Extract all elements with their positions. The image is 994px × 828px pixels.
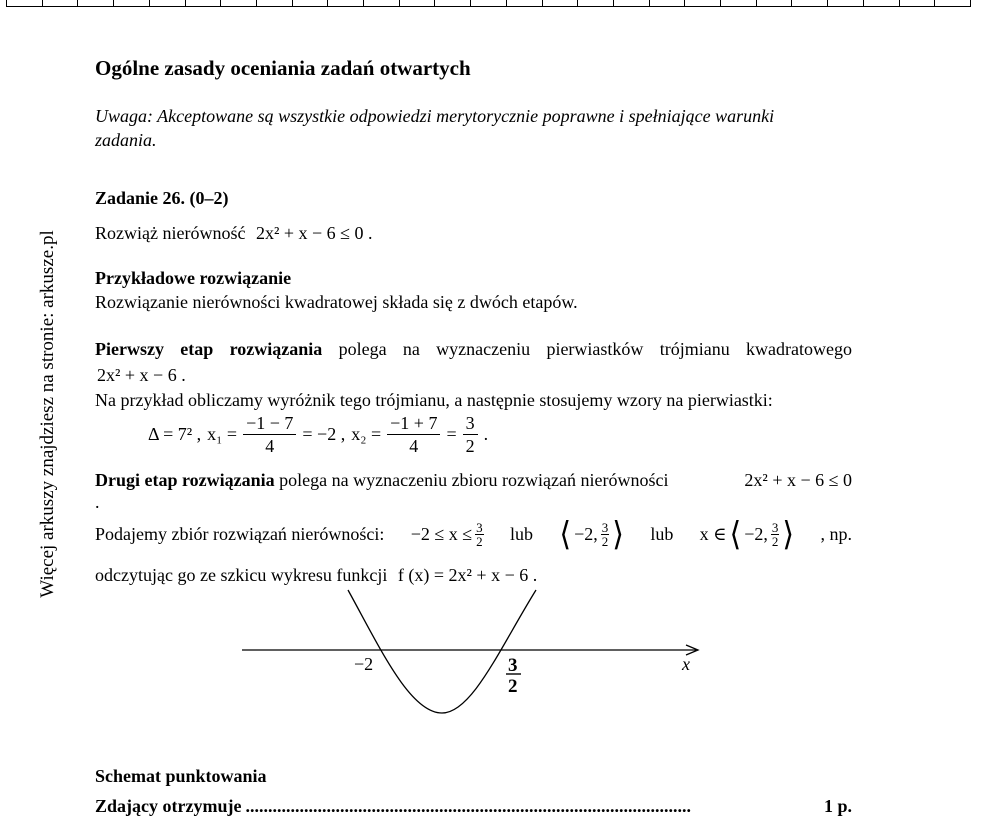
scoring-dots: ...................................................................................................: [245, 796, 691, 816]
stage1-rest: polega na wyznaczeniu pierwiastków trójmianu kwadratowego: [338, 339, 853, 359]
x1-denominator: 4: [265, 436, 275, 456]
function-formula: f (x) = 2x² + x − 6 .: [397, 565, 538, 585]
task-title: Zadanie 26. (0–2): [95, 188, 229, 208]
x-axis-label: x: [682, 654, 690, 674]
scoring-label: Zdający otrzymuje: [95, 796, 242, 816]
example-intro: Rozwiązanie nierówności kwadratowej składa się z dwóch etapów.: [95, 292, 578, 312]
root-left-label: −2: [354, 654, 374, 674]
root-right-den: 2: [508, 676, 518, 697]
note-line-1: Uwaga: Akceptowane są wszystkie odpowiedzi merytorycznie poprawne i spełniające warunki: [95, 106, 775, 126]
parabola-sketch: [240, 588, 700, 718]
stage2-line: [95, 470, 852, 491]
stage2-dot: .: [95, 492, 100, 512]
fraction-num: 3: [771, 520, 779, 535]
task-prompt: Rozwiąż nierówność: [95, 223, 246, 243]
np-text: , np.: [820, 524, 852, 544]
solution-fraction: [475, 521, 484, 548]
scoring-title: Schemat punktowania: [95, 766, 267, 786]
task-prompt-line: [95, 223, 373, 244]
stage1-poly: 2x² + x − 6 .: [97, 365, 186, 385]
membership-fraction: [771, 521, 780, 548]
stage1-explain: Na przykład obliczamy wyróżnik tego trójmianu, a następnie stosujemy wzory na pierwiastki:: [95, 390, 773, 410]
x2-value-numerator: 3: [463, 412, 478, 435]
x2-fraction: [387, 412, 440, 457]
x2-label: x₂ =: [351, 424, 382, 444]
or-word-2: lub: [650, 524, 674, 544]
stage1-line: [95, 339, 852, 360]
solution-range: −2 ≤ x ≤: [410, 524, 473, 544]
x1-fraction: [243, 412, 296, 457]
read-from-line: [95, 565, 537, 586]
root-right-num: 3: [508, 655, 518, 676]
x2-value-fraction: [463, 412, 478, 457]
stage2-bold: Drugi etap rozwiązania: [95, 470, 275, 490]
example-title: Przykładowe rozwiązanie: [95, 268, 292, 288]
interval-start: −2,: [744, 524, 768, 544]
acceptance-note: [95, 104, 852, 152]
fraction-den: 2: [476, 534, 483, 549]
fraction-den: 2: [771, 534, 779, 549]
fraction-num: 3: [476, 520, 483, 535]
side-watermark: Więcej arkuszy znajdziesz na stronie: arkusze.pl: [37, 230, 58, 598]
task-inequality: 2x² + x − 6 ≤ 0 .: [255, 223, 373, 243]
x2-denominator: 4: [409, 436, 419, 456]
x1-value: = −2 ,: [302, 424, 346, 444]
fraction-den: 2: [601, 534, 609, 549]
solution-set-line: [95, 517, 852, 552]
stage2-rest: polega na wyznaczeniu zbioru rozwiązań nierówności: [279, 470, 669, 490]
delta-formula: Δ = 7² ,: [148, 424, 202, 444]
scoring-line: [95, 796, 852, 817]
solution-membership: x ∈ ⟨ −2, $\frac{3}{2}$ ⟩: [699, 516, 795, 553]
stage1-bold: Pierwszy etap rozwiązania: [95, 339, 323, 359]
header-table: [6, 0, 971, 7]
scoring-points: 1 p.: [823, 796, 852, 816]
x1-numerator: −1 − 7: [243, 412, 296, 435]
x1-label: x₁ =: [207, 424, 238, 444]
x2-equals: =: [446, 424, 457, 444]
page-heading: Ogólne zasady oceniania zadań otwartych: [95, 56, 471, 80]
interval-fraction: [601, 521, 610, 548]
or-word-1: lub: [510, 524, 534, 544]
note-line-2: zadania.: [95, 130, 157, 150]
fraction-num: 3: [601, 520, 609, 535]
formula-row: Δ = 7² , x₁ = $\frac{-1 - 7}{4}$ = −2 , x₂ = $\frac{-1 + 7}{4}$ = $\frac{3}{2}$ .: [148, 413, 489, 456]
solution-set-intro: Podajemy zbiór rozwiązań nierówności:: [95, 524, 385, 544]
x2-numerator: −1 + 7: [387, 412, 440, 435]
x2-value-denominator: 2: [465, 436, 475, 456]
interval-start: −2,: [574, 524, 598, 544]
x-in: x ∈: [699, 524, 727, 544]
solution-inequality: [411, 521, 484, 548]
stage2-inequality: 2x² + x − 6 ≤ 0: [744, 470, 852, 490]
solution-interval: ⟨ −2, $\frac{3}{2}$ ⟩: [559, 516, 624, 553]
read-from-text: odczytując go ze szkicu wykresu funkcji: [95, 565, 388, 585]
